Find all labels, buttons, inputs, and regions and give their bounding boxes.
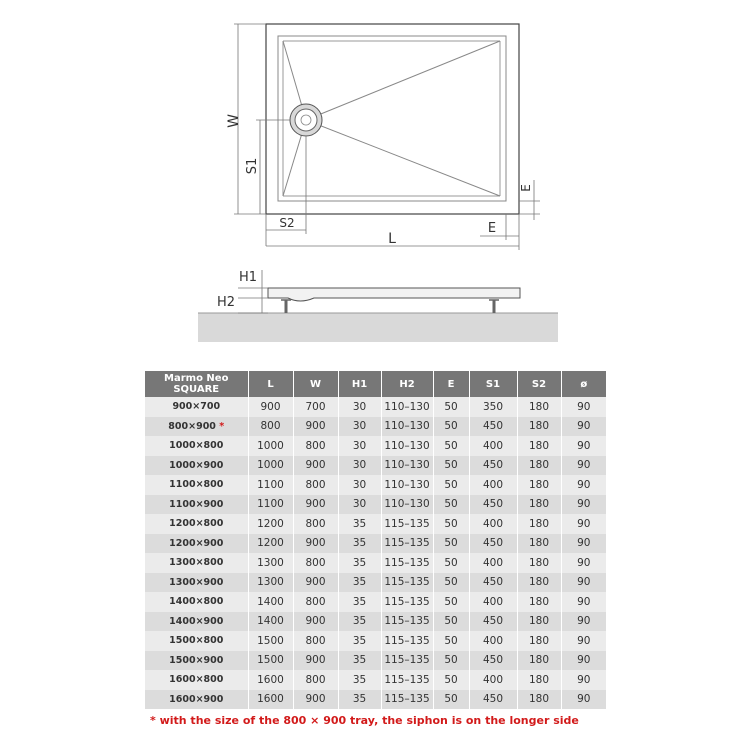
table-row: [145, 397, 606, 417]
value-cell: 90: [561, 690, 606, 710]
value-cell: 1200: [248, 534, 293, 554]
value-cell: 90: [561, 397, 606, 417]
model-cell: 900×700: [145, 397, 248, 417]
model-cell: 1100×900: [145, 495, 248, 515]
model-cell: 1000×800: [145, 436, 248, 456]
table-row: [145, 592, 606, 612]
table-row: [145, 573, 606, 593]
value-cell: 1600: [248, 670, 293, 690]
dim-label-s2: S2: [279, 216, 295, 230]
value-cell: 180: [517, 397, 561, 417]
value-cell: 30: [338, 475, 381, 495]
value-cell: 1400: [248, 592, 293, 612]
value-cell: 90: [561, 631, 606, 651]
value-cell: 800: [293, 514, 338, 534]
value-cell: 35: [338, 631, 381, 651]
table-row: [145, 612, 606, 632]
column-header-8: ø: [561, 371, 606, 397]
value-cell: 115–135: [381, 514, 433, 534]
value-cell: 1000: [248, 436, 293, 456]
spec-table: [145, 371, 606, 709]
model-cell: 1100×800: [145, 475, 248, 495]
asterisk-marker: *: [219, 420, 225, 432]
dim-label-e-bottom: E: [487, 221, 497, 236]
column-header-1: L: [248, 371, 293, 397]
value-cell: 35: [338, 514, 381, 534]
value-cell: 50: [433, 436, 469, 456]
value-cell: 450: [469, 456, 517, 476]
value-cell: 700: [293, 397, 338, 417]
value-cell: 400: [469, 631, 517, 651]
value-cell: 90: [561, 514, 606, 534]
value-cell: 400: [469, 592, 517, 612]
value-cell: 1100: [248, 495, 293, 515]
column-header-5: E: [433, 371, 469, 397]
column-header-model: Marmo Neo SQUARE: [145, 371, 248, 397]
column-header-6: S1: [469, 371, 517, 397]
value-cell: 180: [517, 612, 561, 632]
value-cell: 450: [469, 534, 517, 554]
model-cell: 1400×900: [145, 612, 248, 632]
value-cell: 900: [293, 417, 338, 437]
value-cell: 180: [517, 436, 561, 456]
model-cell: 1300×800: [145, 553, 248, 573]
value-cell: 900: [293, 573, 338, 593]
value-cell: 90: [561, 475, 606, 495]
value-cell: 50: [433, 495, 469, 515]
value-cell: 450: [469, 573, 517, 593]
value-cell: 1500: [248, 631, 293, 651]
value-cell: 800: [293, 553, 338, 573]
value-cell: 450: [469, 690, 517, 710]
value-cell: 110–130: [381, 436, 433, 456]
value-cell: 35: [338, 573, 381, 593]
value-cell: 50: [433, 397, 469, 417]
value-cell: 115–135: [381, 534, 433, 554]
table-row: [145, 651, 606, 671]
value-cell: 50: [433, 690, 469, 710]
value-cell: 1600: [248, 690, 293, 710]
value-cell: 800: [293, 631, 338, 651]
value-cell: 50: [433, 651, 469, 671]
table-body: [145, 397, 606, 709]
value-cell: 400: [469, 553, 517, 573]
value-cell: 1200: [248, 514, 293, 534]
value-cell: 110–130: [381, 417, 433, 437]
value-cell: 450: [469, 417, 517, 437]
value-cell: 110–130: [381, 475, 433, 495]
technical-drawing: [0, 0, 750, 350]
value-cell: 50: [433, 475, 469, 495]
value-cell: 900: [293, 612, 338, 632]
tray-side-view: [198, 288, 558, 342]
value-cell: 400: [469, 514, 517, 534]
model-label: 800×900: [168, 420, 220, 432]
value-cell: 50: [433, 573, 469, 593]
dim-label-w: W: [226, 114, 242, 128]
value-cell: 50: [433, 612, 469, 632]
model-cell: 1400×800: [145, 592, 248, 612]
value-cell: 90: [561, 612, 606, 632]
value-cell: 90: [561, 553, 606, 573]
value-cell: 400: [469, 475, 517, 495]
model-cell: [145, 417, 248, 437]
value-cell: 115–135: [381, 592, 433, 612]
value-cell: 110–130: [381, 456, 433, 476]
footnote: * with the size of the 800 × 900 tray, the siphon is on the longer side: [150, 714, 579, 727]
value-cell: 50: [433, 631, 469, 651]
value-cell: 180: [517, 631, 561, 651]
value-cell: 180: [517, 514, 561, 534]
value-cell: 35: [338, 651, 381, 671]
model-cell: 1500×800: [145, 631, 248, 651]
value-cell: 180: [517, 651, 561, 671]
value-cell: 50: [433, 592, 469, 612]
value-cell: 180: [517, 475, 561, 495]
table-header-row: [145, 371, 606, 397]
table-row: [145, 456, 606, 476]
table-row: [145, 534, 606, 554]
model-cell: 1200×900: [145, 534, 248, 554]
value-cell: 180: [517, 573, 561, 593]
model-cell: 1600×800: [145, 670, 248, 690]
column-header-3: H1: [338, 371, 381, 397]
value-cell: 180: [517, 670, 561, 690]
value-cell: 900: [293, 534, 338, 554]
model-cell: 1500×900: [145, 651, 248, 671]
value-cell: 1400: [248, 612, 293, 632]
value-cell: 90: [561, 573, 606, 593]
value-cell: 30: [338, 417, 381, 437]
value-cell: 180: [517, 456, 561, 476]
value-cell: 90: [561, 534, 606, 554]
dim-label-h2: H2: [216, 295, 236, 310]
value-cell: 180: [517, 592, 561, 612]
value-cell: 115–135: [381, 553, 433, 573]
value-cell: 50: [433, 553, 469, 573]
value-cell: 180: [517, 534, 561, 554]
value-cell: 110–130: [381, 495, 433, 515]
value-cell: 90: [561, 417, 606, 437]
dim-label-e-side: E: [519, 184, 533, 192]
value-cell: 350: [469, 397, 517, 417]
value-cell: 35: [338, 553, 381, 573]
value-cell: 90: [561, 651, 606, 671]
value-cell: 90: [561, 456, 606, 476]
value-cell: 800: [293, 592, 338, 612]
value-cell: 90: [561, 495, 606, 515]
column-header-2: W: [293, 371, 338, 397]
value-cell: 50: [433, 534, 469, 554]
table-row: [145, 631, 606, 651]
value-cell: 400: [469, 436, 517, 456]
model-cell: 1600×900: [145, 690, 248, 710]
value-cell: 1100: [248, 475, 293, 495]
value-cell: 35: [338, 670, 381, 690]
value-cell: 1300: [248, 553, 293, 573]
value-cell: 180: [517, 495, 561, 515]
dim-label-h1: H1: [238, 270, 258, 285]
value-cell: 900: [293, 651, 338, 671]
value-cell: 115–135: [381, 670, 433, 690]
value-cell: 115–135: [381, 631, 433, 651]
value-cell: 800: [293, 475, 338, 495]
value-cell: 180: [517, 690, 561, 710]
value-cell: 30: [338, 397, 381, 417]
table-row: [145, 495, 606, 515]
value-cell: 1000: [248, 456, 293, 476]
value-cell: 450: [469, 495, 517, 515]
value-cell: 115–135: [381, 690, 433, 710]
value-cell: 90: [561, 670, 606, 690]
value-cell: 35: [338, 592, 381, 612]
value-cell: 115–135: [381, 612, 433, 632]
column-header-7: S2: [517, 371, 561, 397]
table-row: [145, 436, 606, 456]
dim-label-l: L: [388, 231, 396, 247]
value-cell: 50: [433, 514, 469, 534]
value-cell: 900: [293, 495, 338, 515]
table-row: [145, 670, 606, 690]
model-cell: 1200×800: [145, 514, 248, 534]
value-cell: 30: [338, 456, 381, 476]
value-cell: 30: [338, 436, 381, 456]
model-cell: 1000×900: [145, 456, 248, 476]
value-cell: 35: [338, 534, 381, 554]
value-cell: 1500: [248, 651, 293, 671]
value-cell: 800: [293, 670, 338, 690]
value-cell: 900: [248, 397, 293, 417]
value-cell: 1300: [248, 573, 293, 593]
value-cell: 800: [293, 436, 338, 456]
value-cell: 900: [293, 456, 338, 476]
value-cell: 115–135: [381, 573, 433, 593]
model-cell: 1300×900: [145, 573, 248, 593]
value-cell: 50: [433, 417, 469, 437]
value-cell: 30: [338, 495, 381, 515]
dim-label-s1: S1: [245, 157, 260, 175]
drain-icon: [290, 104, 322, 136]
table-row: [145, 475, 606, 495]
value-cell: 35: [338, 612, 381, 632]
value-cell: 900: [293, 690, 338, 710]
value-cell: 115–135: [381, 651, 433, 671]
value-cell: 800: [248, 417, 293, 437]
value-cell: 90: [561, 592, 606, 612]
table-row: [145, 514, 606, 534]
value-cell: 450: [469, 651, 517, 671]
column-header-4: H2: [381, 371, 433, 397]
value-cell: 400: [469, 670, 517, 690]
value-cell: 50: [433, 456, 469, 476]
table-row: [145, 417, 606, 437]
value-cell: 180: [517, 553, 561, 573]
value-cell: 180: [517, 417, 561, 437]
value-cell: 90: [561, 436, 606, 456]
value-cell: 50: [433, 670, 469, 690]
value-cell: 110–130: [381, 397, 433, 417]
value-cell: 35: [338, 690, 381, 710]
table-row: [145, 553, 606, 573]
value-cell: 450: [469, 612, 517, 632]
table-row: [145, 690, 606, 710]
